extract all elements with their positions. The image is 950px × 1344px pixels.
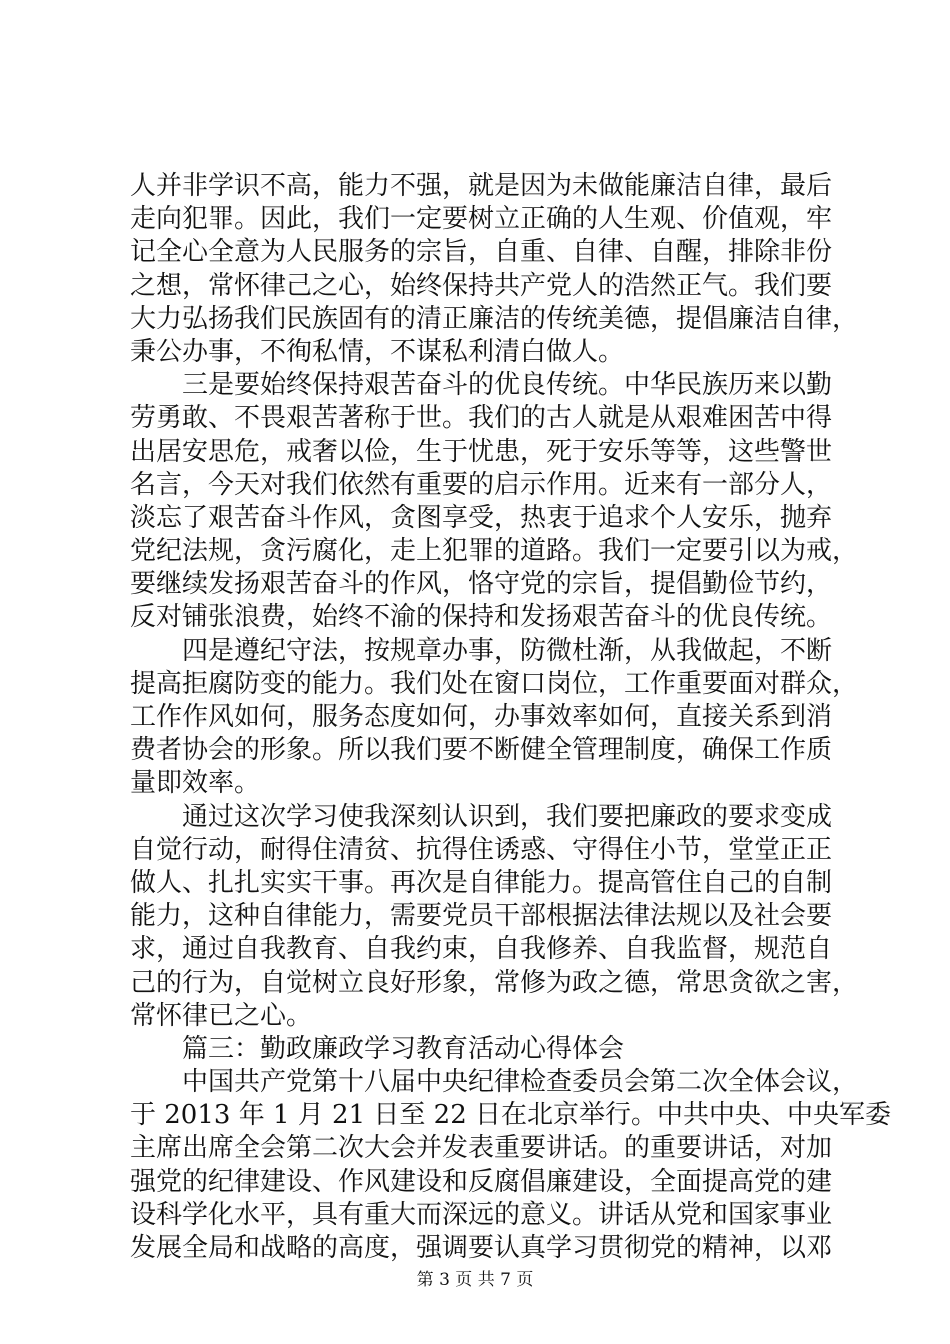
text-line: 出居安思危，戒奢以俭，生于忧患，死于安乐等等，这些警世 [130,436,833,467]
text-line: 人并非学识不高，能力不强，就是因为未做能廉洁自律，最后 [130,171,833,201]
text-line: 要继续发扬艰苦奋斗的作风，恪守党的宗旨，提倡勤俭节约， [130,569,833,600]
text-line: 走向犯罪。因此，我们一定要树立正确的人生观、价值观，牢 [130,204,833,235]
text-line: 秉公办事，不徇私情，不谋私利清白做人。 [130,336,625,367]
text-line: 量即效率。 [130,768,261,799]
page-footer: 第 3 页 共 7 页 [416,1270,534,1290]
text-line: 之想，常怀律己之心，始终保持共产党人的浩然正气。我们要 [130,270,833,301]
text-line: 中国共产党第十八届中央纪律检查委员会第二次全体会议， [182,1067,859,1098]
text-line: 大力弘扬我们民族固有的清正廉洁的传统美德，提倡廉洁自律， [130,303,859,334]
text-line: 常怀律已之心。 [130,1000,313,1031]
text-line: 记全心全意为人民服务的宗旨，自重、自律、自醒，排除非份 [130,237,833,268]
text-line: 党纪法规，贪污腐化，走上犯罪的道路。我们一定要引以为戒， [130,536,859,567]
text-line: 己的行为，自觉树立良好形象，常修为政之德，常思贪欲之害， [130,967,859,998]
text-line: 设科学化水平，具有重大而深远的意义。讲话从党和国家事业 [130,1199,833,1230]
text-line: 发展全局和战略的高度，强调要认真学习贯彻党的精神，以邓 [130,1233,833,1263]
text-line: 篇三：勤政廉政学习教育活动心得体会 [182,1033,625,1064]
text-line: 主席出席全会第二次大会并发表重要讲话。的重要讲话，对加 [130,1133,833,1164]
text-line: 淡忘了艰苦奋斗作风，贪图享受，热衷于追求个人安乐，抛弃 [130,502,833,533]
text-line: 工作作风如何，服务态度如何，办事效率如何，直接关系到消 [130,702,833,732]
text-line: 提高拒腐防变的能力。我们处在窗口岗位，工作重要面对群众， [130,668,859,699]
text-line: 求，通过自我教育、自我约束，自我修养、自我监督，规范自 [130,934,833,965]
body-text [130,170,891,1265]
text-line: 做人、扎扎实实干事。再次是自律能力。提高管住自己的自制 [130,867,833,898]
text-line: 劳勇敢、不畏艰苦著称于世。我们的古人就是从艰难困苦中得 [130,403,833,434]
text-line: 名言，今天对我们依然有重要的启示作用。近来有一部分人， [130,469,833,500]
text-line: 通过这次学习使我深刻认识到，我们要把廉政的要求变成 [182,801,833,832]
text-line: 于 2013 年 1 月 21 日至 22 日在北京举行。中共中央、中央军委 [130,1100,891,1131]
text-line: 强党的纪律建设、作风建设和反腐倡廉建设，全面提高党的建 [130,1166,833,1197]
text-line: 反对铺张浪费，始终不渝的保持和发扬艰苦奋斗的优良传统。 [130,602,833,633]
text-line: 能力，这种自律能力，需要党员干部根据法律法规以及社会要 [130,901,833,932]
text-line: 自觉行动，耐得住清贫、抗得住诱惑、守得住小节，堂堂正正 [130,834,833,865]
text-line: 三是要始终保持艰苦奋斗的优良传统。中华民族历来以勤 [182,370,833,401]
text-line: 费者协会的形象。所以我们要不断健全管理制度，确保工作质 [130,735,833,766]
text-line: 四是遵纪守法，按规章办事，防微杜渐，从我做起，不断 [182,635,833,666]
